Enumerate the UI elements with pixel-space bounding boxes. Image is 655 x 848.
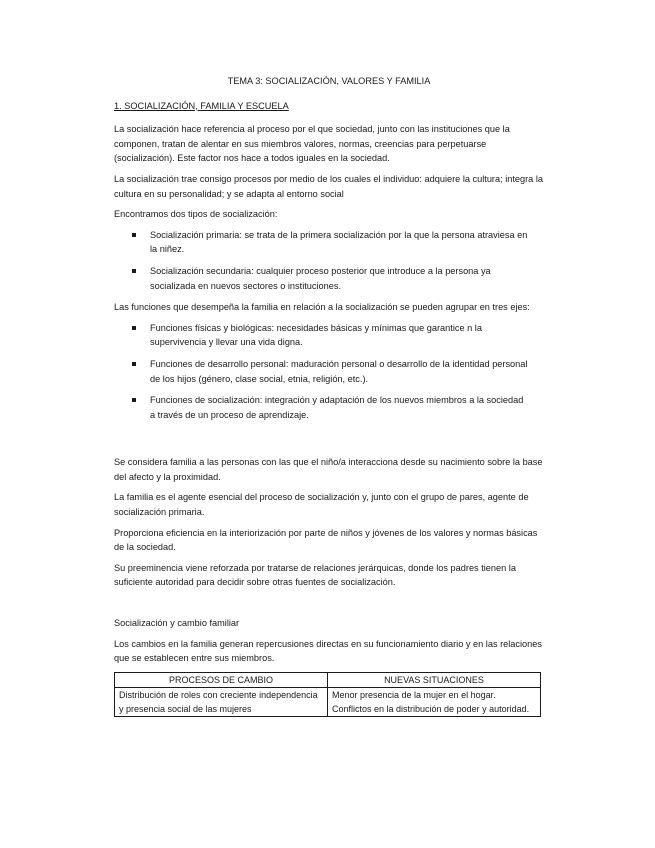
section-heading: 1. SOCIALIZACIÓN, FAMILIA Y ESCUELA (114, 100, 289, 111)
paragraph: Se considera familia a las personas con las que el niño/a interacciona desde su nacimiento sobre la base del afecto y la proximidad. (114, 457, 543, 482)
table-header-row (115, 672, 541, 687)
document-title: TEMA 3: SOCIALIZACIÓN, VALORES Y FAMILIA (227, 76, 431, 86)
paragraph: La familia es el agente esencial del proceso de socialización y, junto con el grupo de pares, agente de socialización primaria. (114, 492, 529, 518)
table-cell: Menor presencia de la mujer en el hogar. Conflictos en la distribución de poder y autoridad. (328, 687, 541, 716)
bullet-icon (132, 233, 136, 237)
paragraph: Encontramos dos tipos de socialización: (114, 209, 278, 220)
list-item-text: Funciones de socialización: integración y adaptación de los nuevos miembros a la sociedad a través de un proceso de aprendizaje. (150, 395, 524, 420)
socialization-types-list (114, 228, 544, 293)
list-item-text: Socialización primaria: se trata de la primera socialización por la que la persona atraviesa en la niñez. (150, 229, 528, 255)
document-page (114, 74, 544, 717)
spacer (114, 596, 544, 616)
list-item (114, 393, 544, 422)
list-item-text: Funciones físicas y biológicas: necesidades básicas y mínimas que garantice n la supervivencia y llevar una vida digna. (150, 322, 482, 348)
family-functions-list (114, 321, 544, 423)
table-header-cell: NUEVAS SITUACIONES (328, 672, 541, 687)
bullet-icon (132, 326, 136, 330)
list-item (114, 321, 544, 350)
paragraph: Los cambios en la familia generan repercusiones directas en su funcionamiento diario y en las relaciones que se establecen entre sus miembros. (114, 638, 542, 664)
table-row (115, 687, 541, 716)
list-item (114, 264, 544, 293)
list-item (114, 228, 544, 257)
subsection-heading: Socialización y cambio familiar (114, 618, 240, 629)
bullet-icon (132, 362, 136, 366)
spacer (114, 429, 544, 455)
table-cell: Distribución de roles con creciente independencia y presencia social de las mujeres (115, 687, 328, 716)
table-header-cell: PROCESOS DE CAMBIO (115, 672, 328, 687)
bullet-icon (132, 398, 136, 402)
paragraph: La socialización trae consigo procesos por medio de los cuales el individuo: adquiere la cultura; integra la cultura en su personalidad; y se adapta al entorno social (114, 173, 543, 199)
paragraph: La socialización hace referencia al proceso por el que sociedad, junto con las instituciones que la componen, tratan de alentar en sus miembros valores, normas, creencias para perpetuarse (socialización). Este factor nos hace a todos iguales en la sociedad. (114, 124, 510, 164)
list-item-text: Funciones de desarrollo personal: maduración personal o desarrollo de la identidad personal de los hijos (género, clase social, etnia, religión, etc.). (150, 358, 528, 384)
list-item-text: Socialización secundaria: cualquier proceso posterior que introduce a la persona ya socializada en nuevos sectores o instituciones. (150, 265, 491, 291)
list-item (114, 357, 544, 386)
paragraph: Proporciona eficiencia en la interiorización por parte de niños y jóvenes de los valores y normas básicas de la sociedad. (114, 527, 538, 553)
bullet-icon (132, 269, 136, 273)
family-change-table (114, 672, 541, 717)
paragraph: Su preeminencia viene reforzada por tratarse de relaciones jerárquicas, donde los padres tienen la suficiente autoridad para decidir sobre otras fuentes de socialización. (114, 562, 516, 588)
paragraph: Las funciones que desempeña la familia en relación a la socialización se pueden agrupar en tres ejes: (114, 302, 530, 313)
